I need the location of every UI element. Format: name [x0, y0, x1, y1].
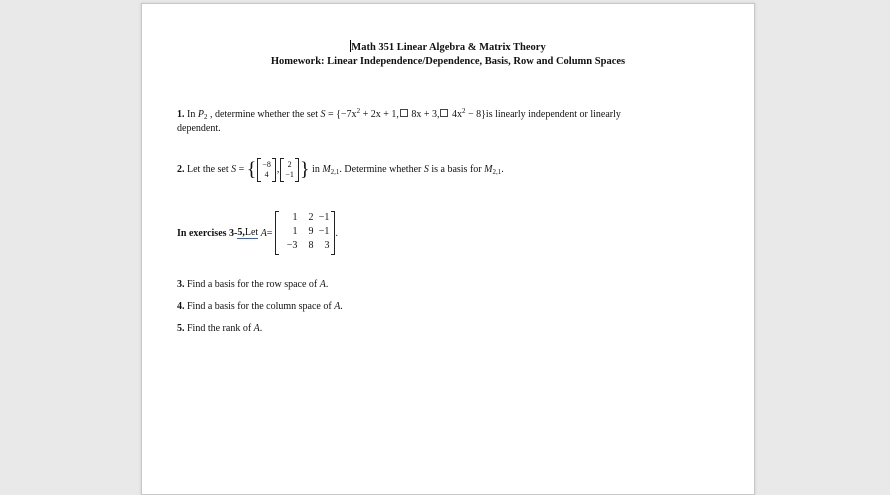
document-page — [141, 3, 755, 495]
problem-number: 5. — [177, 323, 185, 334]
period: . — [335, 227, 338, 239]
math-term: 4x — [449, 109, 462, 120]
problem-3 — [177, 279, 717, 291]
problem-4 — [177, 301, 717, 313]
text: dependent. — [177, 123, 221, 134]
matrix-entry: −1 — [318, 212, 330, 223]
matrix-entry: −1 — [318, 226, 330, 237]
document-header — [142, 40, 754, 69]
right-brace: } — [299, 158, 310, 181]
matrix-entry: −3 — [286, 240, 298, 251]
vector-entry: −1 — [285, 169, 294, 179]
vector-entry: 4 — [264, 169, 269, 179]
title-text: Math 351 Linear Algebra & Matrix Theory — [351, 42, 546, 53]
document-title — [142, 40, 754, 55]
problem-2: 2. Let the set S = { −8 4 , 2 −1 } in $M_{2,1}$. Determine whether S is a basis for $M_{2,1}$. — [177, 158, 504, 181]
math-term: 8x + 3, — [408, 109, 440, 120]
vector-2 — [280, 158, 299, 182]
equals: = — [266, 227, 273, 239]
text: Find a basis for the row space of — [184, 279, 320, 290]
set-variable: S — [423, 164, 429, 175]
matrix-entry: 1 — [292, 212, 298, 223]
placeholder-box-icon — [400, 109, 408, 117]
text: − 8}is linearly independent or linearly — [465, 109, 621, 120]
matrix-entry: 9 — [308, 226, 314, 237]
matrix-variable: A — [260, 227, 267, 239]
exercises-label: In exercises 3- — [177, 227, 238, 239]
matrix-entry: 2 — [308, 212, 314, 223]
problem-number: 3. — [177, 279, 185, 290]
text: , determine whether the set — [207, 109, 321, 120]
subscript: 2,1 — [330, 168, 340, 176]
right-bracket — [295, 158, 299, 182]
text: Find the rank of — [184, 323, 254, 334]
exercises-definition — [177, 211, 338, 255]
text: In — [187, 109, 198, 120]
right-bracket — [272, 158, 276, 182]
left-brace: { — [246, 158, 257, 181]
set-variable: S — [231, 164, 237, 175]
matrix-entry: 8 — [308, 240, 314, 251]
exercises-label-underlined: 5, — [237, 227, 245, 238]
vector-entry: −8 — [262, 159, 271, 169]
subscript: 2 — [203, 113, 208, 121]
text: is a basis for — [428, 164, 485, 175]
period: . — [325, 279, 329, 290]
problem-1 — [177, 105, 717, 135]
math-term: + 2x + 1, — [360, 109, 399, 120]
vector-1 — [257, 158, 276, 182]
exponent: 2 — [356, 107, 361, 115]
text: Find a basis for the column space of — [184, 301, 335, 312]
math-term: = {−7x — [325, 109, 357, 120]
text: Let the set — [184, 164, 232, 175]
equals: = — [236, 164, 247, 175]
placeholder-box-icon — [440, 109, 448, 117]
document-subtitle: Homework: Linear Independence/Dependence, Basis, Row and Column Spaces — [270, 56, 626, 67]
subscript: 2,1 — [492, 168, 502, 176]
let-text: Let — [244, 227, 259, 238]
vector-entries — [284, 160, 295, 180]
set-variable: S — [320, 109, 326, 120]
text: in — [309, 164, 323, 175]
problem-5 — [177, 323, 717, 335]
space-symbol: M — [322, 164, 331, 175]
period: . — [259, 323, 263, 334]
space-symbol: P — [197, 109, 204, 120]
problem-number: 4. — [177, 301, 185, 312]
period: . — [340, 301, 343, 312]
matrix-entry: 3 — [324, 240, 330, 251]
exponent: 2 — [461, 107, 466, 115]
matrix-entry: 1 — [292, 226, 298, 237]
space-symbol: M — [484, 164, 493, 175]
matrix-variable: A — [319, 279, 326, 290]
vector-entries — [261, 160, 272, 180]
matrix-variable: A — [253, 323, 260, 334]
matrix-a — [275, 211, 335, 255]
matrix-variable: A — [334, 301, 341, 312]
text: . Determine whether — [339, 164, 424, 175]
matrix-entries — [279, 211, 331, 255]
text: . — [501, 164, 504, 175]
vector-entry: 2 — [287, 159, 292, 169]
problem-number: 1. — [177, 109, 185, 120]
problem-number: 2. — [177, 164, 185, 175]
